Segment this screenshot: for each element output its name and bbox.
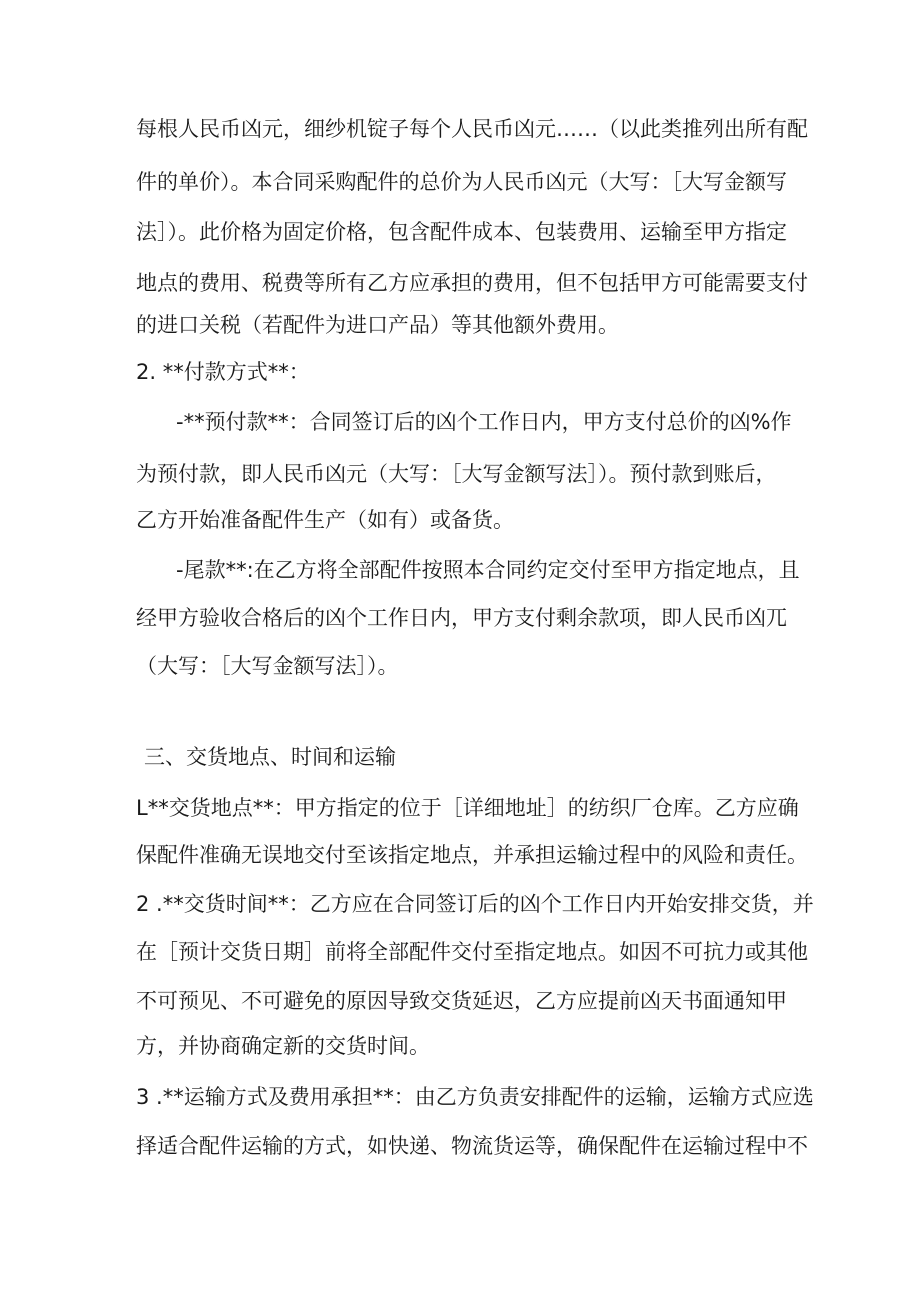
body-text-line: 每根人民币凶元，细纱机锭子每个人民币凶元……（以此类推列出所有配 (136, 117, 808, 141)
numbered-item-delivery-location: L**交货地点**：甲方指定的位于［详细地址］的纺织厂仓库。乙方应确 (136, 796, 799, 820)
body-text-line: 乙方开始准备配件生产（如有）或备货。 (136, 508, 514, 532)
body-text-line: 方，并协商确定新的交货时间。 (136, 1034, 430, 1058)
body-text-line: 为预付款，即人民币凶元（大写：［大写金额写法］）。预付款到账后， (136, 462, 777, 486)
sub-item-advance-payment: -**预付款**：合同签订后的凶个工作日内，甲方支付总价的凶%作 (176, 410, 792, 434)
body-text-line: 经甲方验收合格后的凶个工作日内，甲方支付剩余款项，即人民币凶兀 (136, 606, 787, 630)
body-text-line: 不可预见、不可避免的原因导致交货延迟，乙方应提前凶天书面通知甲 (136, 989, 787, 1013)
body-text-line: 地点的费用、税费等所有乙方应承担的费用，但不包括甲方可能需要支付 (136, 271, 808, 295)
numbered-item-delivery-time: 2 .**交货时间**：乙方应在合同签订后的凶个工作日内开始安排交货，并 (136, 892, 814, 916)
body-text-line: 保配件准确无误地交付至该指定地点，并承担运输过程中的风险和责任。 (136, 843, 808, 867)
body-text-line: 件的单价）。本合同采购配件的总价为人民币凶元（大写：［大写金额写 (136, 170, 787, 194)
sub-item-final-payment: -尾款**:在乙方将全部配件按照本合同约定交付至甲方指定地点，且 (176, 558, 800, 582)
body-text-line: 择适合配件运输的方式，如快递、物流货运等，确保配件在运输过程中不 (136, 1134, 808, 1158)
body-text-line: （大写：［大写金额写法］）。 (136, 654, 399, 678)
numbered-item-payment-method: 2. **付款方式**： (136, 360, 310, 384)
body-text-line: 在［预计交货日期］前将全部配件交付至指定地点。如因不可抗力或其他 (136, 940, 808, 964)
numbered-item-transport: 3 .**运输方式及费用承担**：由乙方负责安排配件的运输，运输方式应选 (136, 1085, 814, 1109)
section-heading: 三、交货地点、时间和运输 (144, 745, 396, 769)
body-text-line: 法］）。此价格为固定价格，包含配件成本、包装费用、运输至甲方指定 (136, 220, 787, 244)
body-text-line: 的进口关税（若配件为进口产品）等其他额外费用。 (136, 313, 619, 337)
